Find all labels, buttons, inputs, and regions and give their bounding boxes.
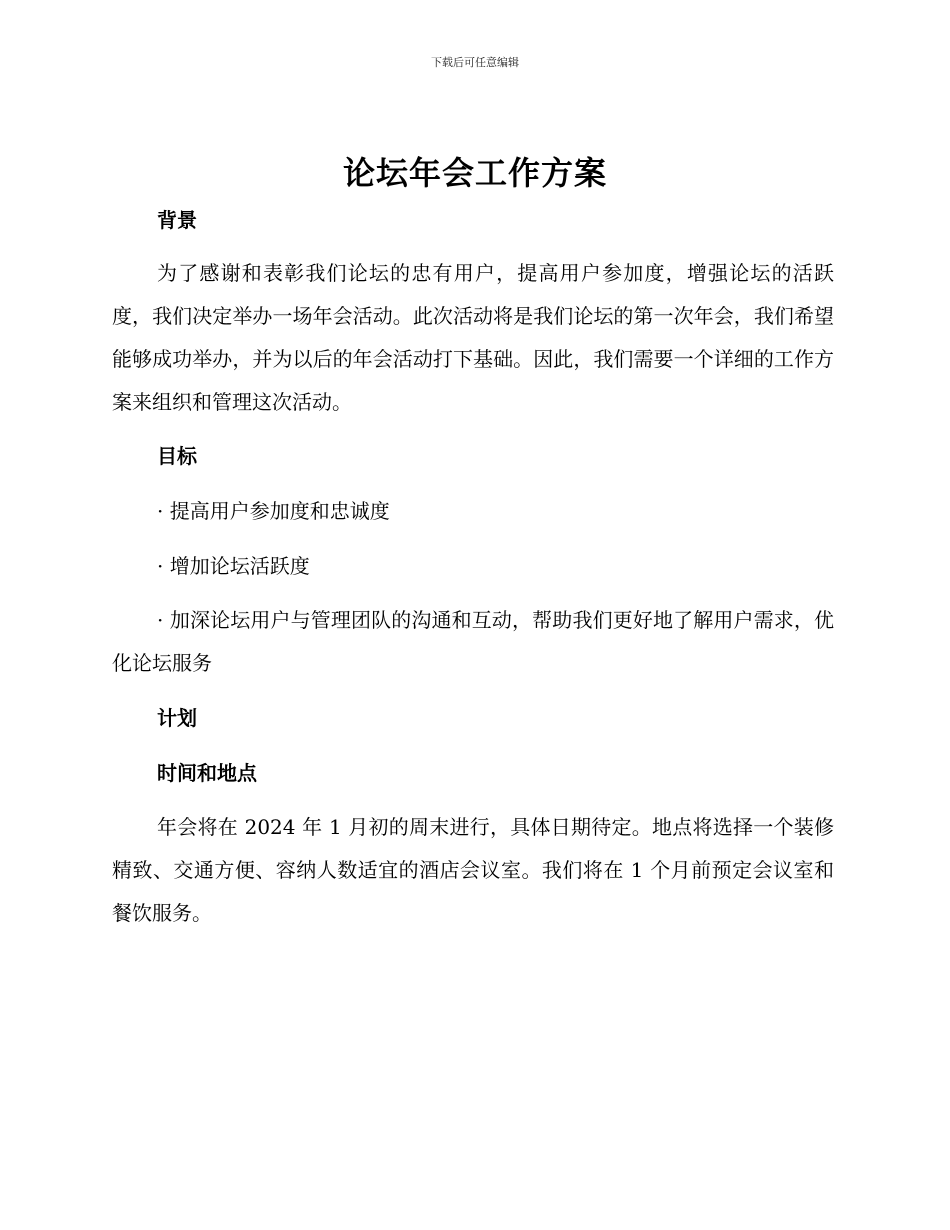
section-heading-plan: 计划 [157, 706, 197, 730]
time-place-paragraph [112, 806, 834, 935]
background-paragraph [112, 252, 834, 424]
header-note: 下载后可任意编辑 [431, 56, 519, 69]
section-heading-background: 背景 [157, 208, 197, 232]
paragraph-text: 为了感谢和表彰我们论坛的忠有用户，提高用户参加度，增强论坛的活跃度，我们决定举办一场年会活动。此次活动将是我们论坛的第一次年会，我们希望能够成功举办，并为以后的年会活动打下基础。因此，我们需要一个详细的工作方案来组织和管理这次活动。 [112, 261, 834, 414]
goal-item: · 提高用户参加度和忠诚度 [157, 499, 390, 523]
section-heading-goals: 目标 [157, 444, 197, 468]
goal-item: · 增加论坛活跃度 [157, 554, 310, 578]
document-title: 论坛年会工作方案 [342, 154, 607, 192]
paragraph-text: 年会将在 2024 年 1 月初的周末进行，具体日期待定。地点将选择一个装修精致、交通方便、容纳人数适宜的酒店会议室。我们将在 1 个月前预定会议室和餐饮服务。 [112, 815, 834, 925]
goal-item: · 加深论坛用户与管理团队的沟通和互动，帮助我们更好地了解用户需求，优化论坛服务 [112, 608, 834, 675]
subsection-heading-time-place: 时间和地点 [157, 761, 257, 785]
